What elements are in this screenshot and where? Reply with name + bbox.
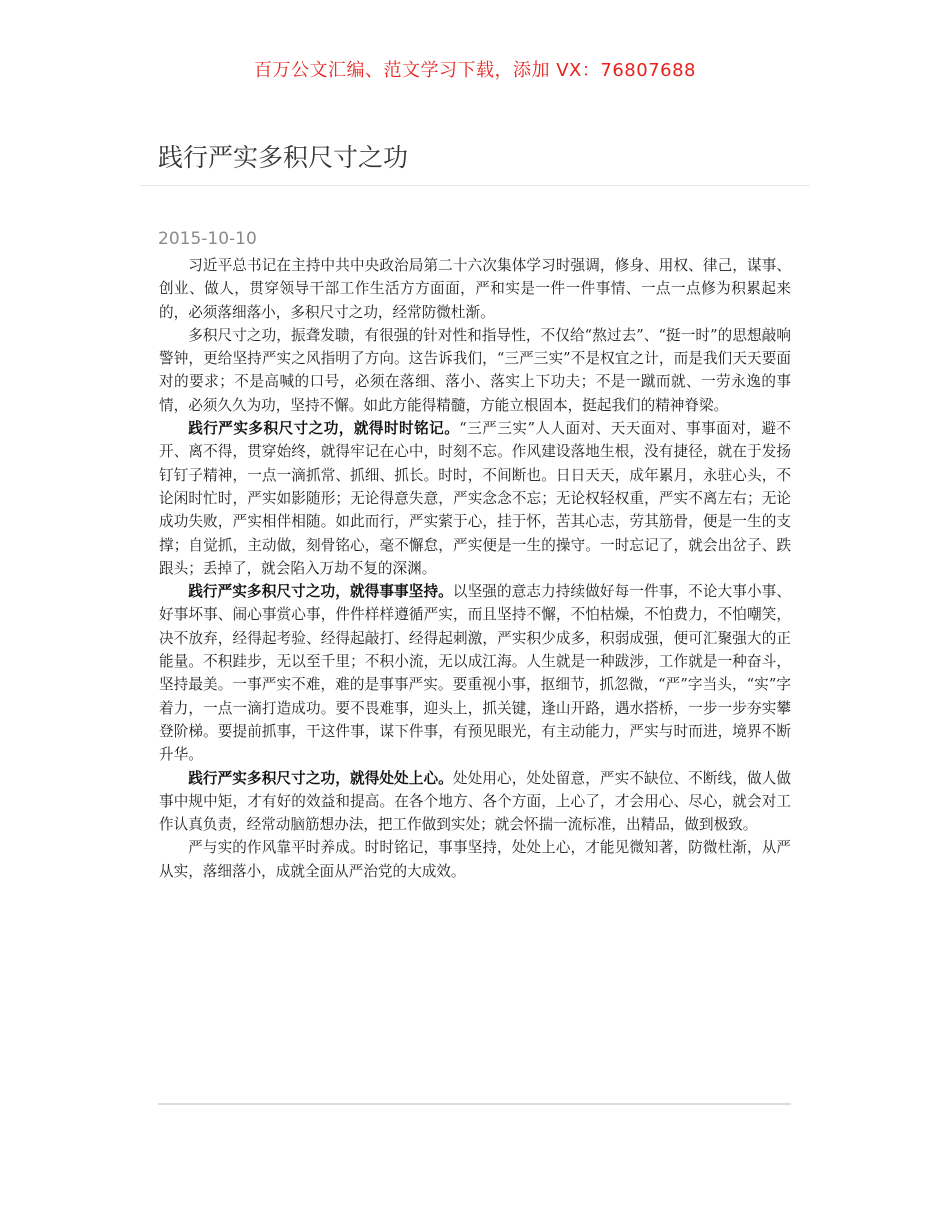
title-divider: [140, 185, 810, 186]
paragraph-5: [159, 767, 791, 837]
paragraph-3-lead: 践行严实多积尺寸之功，就得时时铭记。: [188, 420, 460, 438]
paragraph-4-lead: 践行严实多积尺寸之功，就得事事坚持。: [188, 583, 453, 601]
paragraph-1: 习近平总书记在主持中共中央政治局第二十六次集体学习时强调，修身、用权、律己，谋事、创业、做人，贯穿领导干部工作生活方方面面，严和实是一件一件事情、一点一点修为积累起来的，必须落细落小，多积尺寸之功，经常防微杜渐。: [159, 257, 791, 321]
paragraph-4: [159, 580, 791, 766]
paragraph-2: 多积尺寸之功，振聋发聩，有很强的针对性和指导性，不仅给“熬过去”、“挺一时”的思想敲响警钟，更给坚持严实之风指明了方向。这告诉我们，“三严三实”不是权宜之计，而是我们天天要面对的要求；不是高喊的口号，必须在落细、落小、落实上下功夫；不是一蹴而就、一劳永逸的事情，必须久久为功，坚持不懈。如此方能得精髓，方能立根固本，挺起我们的精神脊梁。: [159, 326, 791, 414]
footer-divider: [158, 1103, 791, 1105]
paragraph-4-body: 以坚强的意志力持续做好每一件事，不论大事小事、好事坏事、闹心事赏心事，件件样样遵循严实，而且坚持不懈，不怕枯燥，不怕费力，不怕嘲笑，决不放弃，经得起考验、经得起敲打、经得起刺激，严实积少成多，积弱成强，便可汇聚强大的正能量。不积跬步，无以至千里；不积小流，无以成江海。人生就是一种跋涉，工作就是一种奋斗，坚持最美。一事严实不难，难的是事事严实。要重视小事，抠细节，抓忽微，“严”字当头，“实”字着力，一点一滴打造成功。要不畏难事，迎头上，抓关键，逢山开路，遇水搭桥，一步一步夯实攀登阶梯。要提前抓事，干这件事，谋下件事，有预见眼光，有主动能力，严实与时而进，境界不断升华。: [159, 583, 791, 764]
article-title: 践行严实多积尺寸之功: [158, 143, 409, 172]
article-body: [159, 254, 791, 883]
paragraph-5-lead: 践行严实多积尺寸之功，就得处处上心。: [188, 769, 453, 787]
article-date: 2015-10-10: [158, 229, 257, 249]
promo-banner: 百万公文汇编、范文学习下载，添加 VX：76807688: [254, 60, 696, 81]
paragraph-3-body: “三严三实”人人面对、天天面对、事事面对，避不开、离不得，贯穿始终，就得牢记在心中，时刻不忘。作风建设落地生根，没有捷径，就在于发扬钉钉子精神，一点一滴抓常、抓细、抓长。时时，不间断也。日日天天，成年累月，永驻心头，不论闲时忙时，严实如影随形；无论得意失意，严实念念不忘；无论权轻权重，严实不离左右；无论成功失败，严实相伴相随。如此而行，严实萦于心，挂于怀，苦其心志，劳其筋骨，便是一生的支撑；自觉抓，主动做，刻骨铭心，毫不懈怠，严实便是一生的操守。一时忘记了，就会出岔子、跌跟头；丢掉了，就会陷入万劫不复的深渊。: [159, 420, 791, 577]
paragraph-5-body: 处处用心，处处留意，严实不缺位、不断线，做人做事中规中矩，才有好的效益和提高。在各个地方、各个方面，上心了，才会用心、尽心，就会对工作认真负责，经常动脑筋想办法，把工作做到实处；就会怀揣一流标准，出精品，做到极致。: [159, 769, 791, 834]
paragraph-6: 严与实的作风靠平时养成。时时铭记，事事坚持，处处上心，才能见微知著，防微杜渐，从严从实，落细落小，成就全面从严治党的大成效。: [159, 839, 791, 880]
paragraph-3: [159, 417, 791, 580]
